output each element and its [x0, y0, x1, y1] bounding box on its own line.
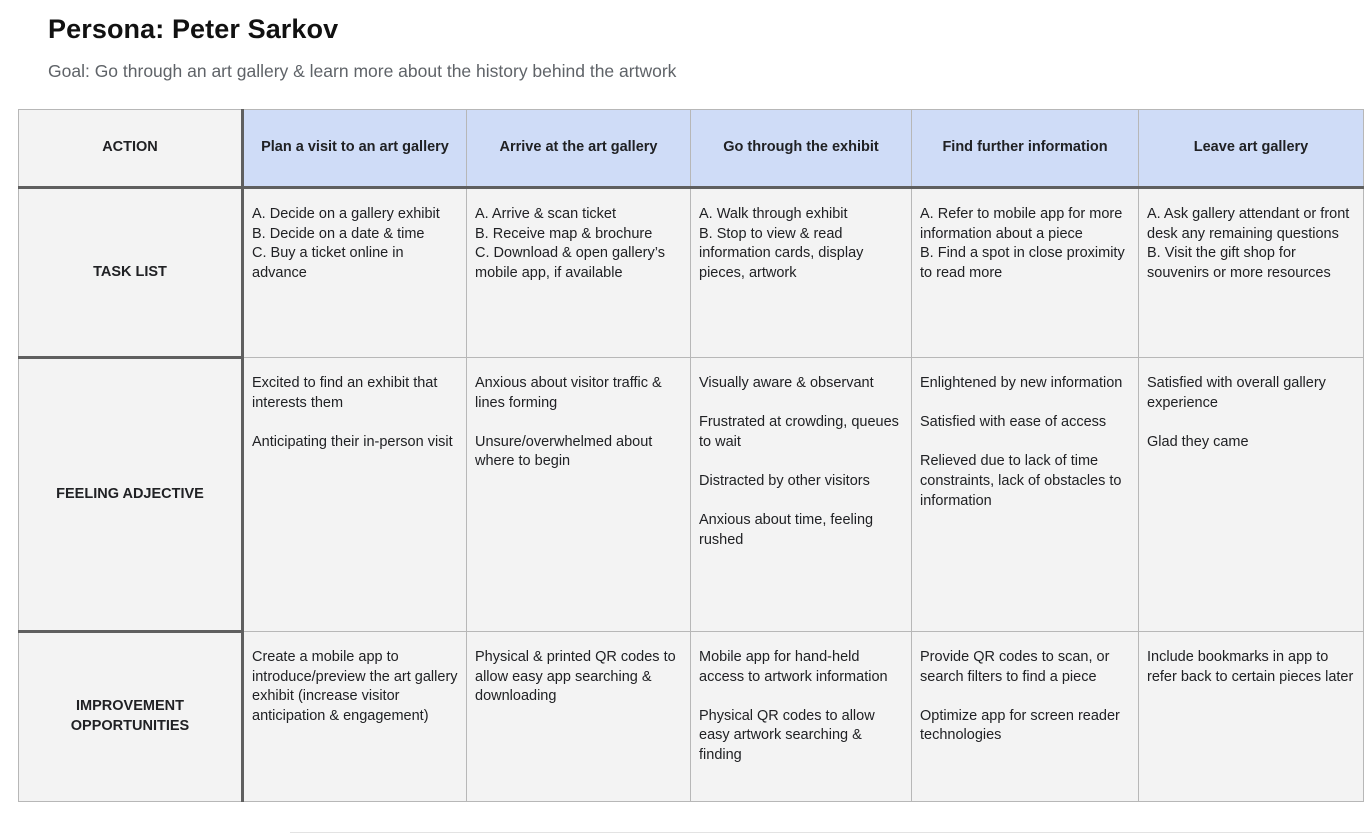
cell-text: A. Arrive & scan ticket B. Receive map & brochure C. Download & open gallery’s mobile app, if available [475, 206, 665, 281]
table-cell [243, 632, 467, 802]
cell-text: Enlightened by new information Satisfied with ease of access Relieved due to lack of time constraints, lack of obstacles to information [920, 375, 1123, 509]
improvement-opportunities-row [19, 632, 1364, 802]
cell-text: Physical & printed QR codes to allow easy app searching & downloading [475, 649, 676, 705]
stage-header: Leave art gallery [1139, 110, 1364, 188]
stage-header: Go through the exhibit [691, 110, 912, 188]
corner-label: ACTION [19, 110, 243, 188]
task-list-row [19, 188, 1364, 358]
table-cell [1139, 358, 1364, 632]
table-cell [912, 358, 1139, 632]
user-journey-table [18, 109, 1364, 802]
table-cell [467, 358, 691, 632]
stage-header: Arrive at the art gallery [467, 110, 691, 188]
stage-header-row [19, 110, 1364, 188]
row-label-improvement-opportunities: IMPROVEMENT OPPORTUNITIES [19, 632, 243, 802]
table-cell [467, 188, 691, 358]
table-cell [243, 358, 467, 632]
row-label-task-list: TASK LIST [19, 188, 243, 358]
page-goal: Goal: Go through an art gallery & learn more about the history behind the artwork [48, 61, 677, 81]
cell-text: Provide QR codes to scan, or search filters to find a piece Optimize app for screen reader technologies [920, 649, 1120, 744]
table-cell [1139, 632, 1364, 802]
cell-text: A. Walk through exhibit B. Stop to view & read information cards, display pieces, artwork [699, 206, 864, 281]
divider [290, 832, 1372, 833]
table-cell [243, 188, 467, 358]
cell-text: Mobile app for hand-held access to artwork information Physical QR codes to allow easy artwork searching & finding [699, 649, 888, 763]
cell-text: Include bookmarks in app to refer back to certain pieces later [1147, 649, 1354, 685]
cell-text: A. Ask gallery attendant or front desk any remaining questions B. Visit the gift shop for souvenirs or more resources [1147, 206, 1350, 281]
table-cell [1139, 188, 1364, 358]
cell-text: Anxious about visitor traffic & lines forming Unsure/overwhelmed about where to begin [475, 375, 662, 470]
feeling-adjective-row [19, 358, 1364, 632]
cell-text: A. Decide on a gallery exhibit B. Decide on a date & time C. Buy a ticket online in advance [252, 206, 440, 281]
row-label-feeling-adjective: FEELING ADJECTIVE [19, 358, 243, 632]
table-cell [912, 632, 1139, 802]
table-cell [691, 358, 912, 632]
stage-header: Find further information [912, 110, 1139, 188]
cell-text: Excited to find an exhibit that interests them Anticipating their in-person visit [252, 375, 453, 450]
cell-text: A. Refer to mobile app for more information about a piece B. Find a spot in close proximity to read more [920, 206, 1125, 281]
cell-text: Visually aware & observant Frustrated at crowding, queues to wait Distracted by other visitors Anxious about time, feeling rushed [699, 375, 899, 548]
table-cell [912, 188, 1139, 358]
table-cell [691, 632, 912, 802]
cell-text: Satisfied with overall gallery experience Glad they came [1147, 375, 1326, 450]
page-title: Persona: Peter Sarkov [48, 14, 339, 44]
cell-text: Create a mobile app to introduce/preview the art gallery exhibit (increase visitor anticipation & engagement) [252, 649, 458, 724]
table-cell [691, 188, 912, 358]
table-cell [467, 632, 691, 802]
stage-header: Plan a visit to an art gallery [243, 110, 467, 188]
